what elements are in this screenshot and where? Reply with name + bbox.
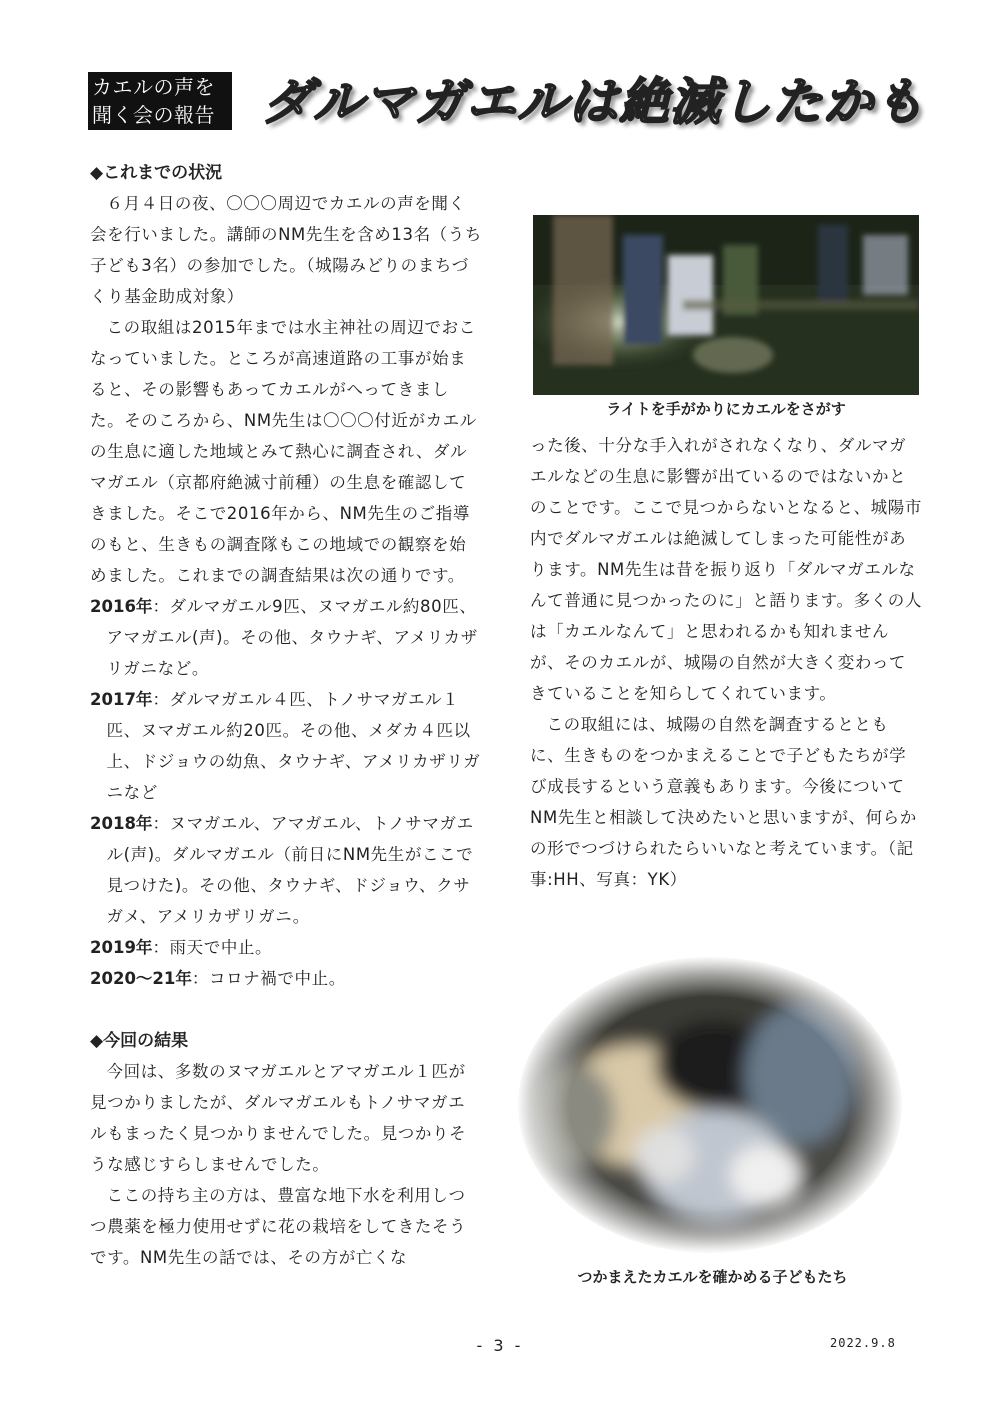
issue-date: 2022.9.8 — [830, 1336, 896, 1350]
left-column — [90, 158, 482, 1273]
record-2019 — [90, 932, 482, 963]
badge-line-1: カエルの声を — [92, 75, 215, 99]
photo-caption-2: つかまえたカエルを確かめる子どもたち — [577, 1268, 848, 1286]
report-badge — [88, 72, 232, 130]
section-heading-results: ◆今回の結果 — [90, 1031, 189, 1051]
record-text: ：コロナ禍で中止。 — [191, 969, 346, 988]
paragraph: った後、十分な手入れがされなくなり、ダルマガエルなどの生息に影響が出ているのではないかとのことです。ここで見つからないとなると、城陽市内でダルマガエルは絶滅してしまった可能性があります。NM先生は昔を振り返り「ダルマガエルなんて普通に見つかったのに」と語ります。多くの人は「カエルなんて」と思われるかも知れませんが、そのカエルが、城陽の自然が大きく変わってきていることを知らしてくれています。 — [530, 436, 922, 703]
record-2018 — [90, 808, 482, 932]
record-2017 — [90, 684, 482, 808]
paragraph: ６月４日の夜、〇〇〇周辺でカエルの声を聞く会を行いました。講師のNM先生を含め13名（うち子ども3名）の参加でした。（城陽みどりのまちづくり基金助成対象） — [90, 194, 482, 306]
record-year: 2020〜21年 — [90, 969, 192, 988]
record-text: ：ダルマガエル9匹、ヌマガエル約80匹、アマガエル(声)。その他、タウナギ、アメリカザリガニなど。 — [106, 597, 478, 678]
page-number: - 3 - — [476, 1336, 524, 1355]
children-frog-photo — [515, 955, 905, 1255]
paragraph: この取組には、城陽の自然を調査するとともに、生きものをつかまえることで子どもたちが学び成長するという意義もあります。今後についてNM先生と相談して決めたいと思いますが、何らかの形でつづけられたらいいなと考えています。（記事:HH、写真：YK） — [530, 715, 917, 889]
record-year: 2018年 — [90, 814, 153, 833]
record-year: 2019年 — [90, 938, 153, 957]
record-2020-21 — [90, 963, 482, 994]
photo-caption-1: ライトを手がかりにカエルをさがす — [606, 400, 846, 418]
paragraph: ここの持ち主の方は、豊富な地下水を利用しつつ農薬を極力使用せずに花の栽培をしてきたそうです。NM先生の話では、その方が亡くな — [90, 1186, 467, 1267]
record-year: 2017年 — [90, 690, 153, 709]
paragraph: 今回は、多数のヌマガエルとアマガエル１匹が見つかりましたが、ダルマガエルもトノサマガエルもまったく見つかりませんでした。見つかりそうな感じすらしませんでした。 — [90, 1062, 467, 1174]
record-text: ：ヌマガエル、アマガエル、トノサマガエル(声)。ダルマガエル（前日にNM先生がここで見つけた)。その他、タウナギ、ドジョウ、クサガメ、アメリカザリガニ。 — [106, 814, 474, 926]
badge-line-2: 聞く会の報告 — [92, 103, 215, 127]
night-survey-photo — [533, 215, 919, 395]
section-heading-status: ◆これまでの状況 — [90, 163, 223, 183]
record-year: 2016年 — [90, 597, 153, 616]
page-title: ダルマガエルは絶滅したかも — [262, 73, 925, 131]
right-column — [530, 430, 922, 895]
section-gap — [90, 994, 482, 1026]
record-2016 — [90, 591, 482, 684]
record-text: ：ダルマガエル４匹、トノサマガエル１匹、ヌマガエル約20匹。その他、メダカ４匹以上、ドジョウの幼魚、タウナギ、アメリカザリガニなど — [106, 690, 481, 802]
paragraph: この取組は2015年までは水主神社の周辺でおこなっていました。ところが高速道路の工事が始まると、その影響もあってカエルがへってきました。そのころから、NM先生は〇〇〇付近がカエルの生息に適した地域とみて熱心に調査され、ダルマガエル（京都府絶滅寸前種）の生息を確認してきました。そこで2016年から、NM先生のご指導のもと、生きもの調査隊もこの地域での観察を始めました。これまでの調査結果は次の通りです。 — [90, 318, 477, 585]
record-text: ：雨天で中止。 — [152, 938, 273, 957]
